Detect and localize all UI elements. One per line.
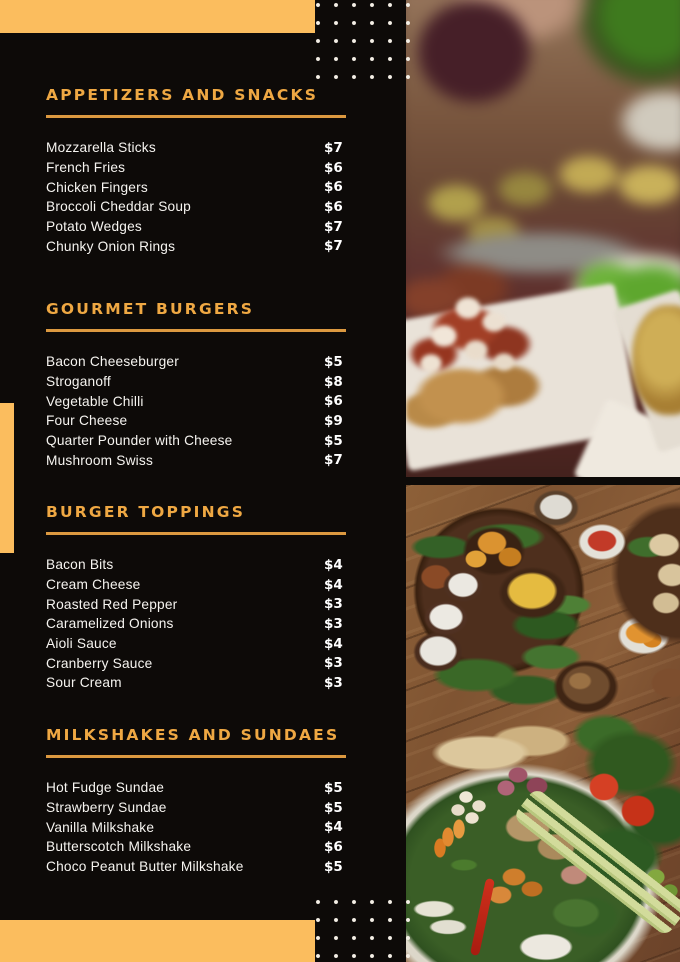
menu-item [46,817,348,837]
item-price: $7 [324,452,343,469]
item-price: $3 [324,596,343,613]
section-title: APPETIZERS AND SNACKS [46,86,319,104]
left-accent-tab [0,403,14,553]
menu-item [46,372,348,392]
menu-item [46,837,348,857]
item-name: Cream Cheese [46,577,141,593]
item-name: Strawberry Sundae [46,800,167,816]
item-name: French Fries [46,160,126,176]
item-name: Sour Cream [46,675,122,691]
item-name: Roasted Red Pepper [46,596,178,612]
menu-item [46,431,348,451]
photo-spice-table [406,485,680,962]
section-title: MILKSHAKES AND SUNDAES [46,726,340,744]
item-price: $6 [324,838,343,855]
menu-item [46,798,348,818]
item-price: $7 [324,238,343,255]
item-price: $7 [324,218,343,235]
item-price: $5 [324,858,343,875]
dot-pattern-bottom [309,893,410,962]
item-name: Choco Peanut Butter Milkshake [46,859,244,875]
item-price: $4 [324,556,343,573]
menu-item [46,778,348,798]
item-price: $5 [324,779,343,796]
item-price: $9 [324,412,343,429]
item-price: $4 [324,576,343,593]
bottom-accent-bar [0,920,315,962]
menu-items [46,352,348,470]
menu-items [46,555,348,693]
menu-item [46,634,348,654]
item-price: $6 [324,393,343,410]
item-name: Vanilla Milkshake [46,819,155,835]
item-name: Vegetable Chilli [46,393,144,409]
section-divider [46,329,346,332]
item-name: Bacon Bits [46,557,114,573]
menu-item [46,450,348,470]
menu-items [46,778,348,876]
item-price: $4 [324,819,343,836]
menu-item [46,575,348,595]
menu-items [46,138,348,256]
section-title: GOURMET BURGERS [46,300,255,318]
item-name: Chicken Fingers [46,179,148,195]
section-appetizers-and-snacks [46,87,348,256]
menu-item [46,411,348,431]
item-price: $3 [324,615,343,632]
photo-grilled-dishes [406,0,680,477]
item-name: Potato Wedges [46,219,142,235]
item-name: Quarter Pounder with Cheese [46,433,233,449]
photo-sauced-chicken [406,278,546,443]
item-name: Chunky Onion Rings [46,238,176,254]
item-price: $6 [324,179,343,196]
item-price: $6 [324,159,343,176]
item-name: Butterscotch Milkshake [46,839,192,855]
item-price: $5 [324,353,343,370]
item-name: Mozzarella Sticks [46,140,156,156]
item-price: $3 [324,655,343,672]
item-name: Four Cheese [46,413,128,429]
item-name: Stroganoff [46,374,111,390]
section-divider [46,755,346,758]
menu-item [46,138,348,158]
section-title: BURGER TOPPINGS [46,503,246,521]
section-burger-toppings [46,504,348,693]
item-name: Broccoli Cheddar Soup [46,199,191,215]
dot-pattern-top [309,0,410,82]
item-price: $3 [324,674,343,691]
menu-item [46,614,348,634]
menu-item [46,391,348,411]
item-price: $5 [324,432,343,449]
item-price: $5 [324,799,343,816]
menu-item [46,352,348,372]
section-milkshakes-and-sundaes [46,727,348,876]
menu-item [46,594,348,614]
item-name: Caramelized Onions [46,616,174,632]
menu-item [46,857,348,877]
item-price: $6 [324,198,343,215]
item-name: Bacon Cheeseburger [46,354,179,370]
item-price: $7 [324,139,343,156]
menu-item [46,555,348,575]
menu-item [46,653,348,673]
menu-item [46,197,348,217]
menu-item [46,177,348,197]
menu-item [46,236,348,256]
item-price: $4 [324,635,343,652]
item-name: Hot Fudge Sundae [46,780,165,796]
section-gourmet-burgers [46,301,348,470]
item-price: $8 [324,373,343,390]
top-accent-bar [0,0,315,33]
menu-item [46,673,348,693]
section-divider [46,115,346,118]
item-name: Aioli Sauce [46,636,117,652]
menu-item [46,217,348,237]
menu-item [46,158,348,178]
section-divider [46,532,346,535]
item-name: Mushroom Swiss [46,452,154,468]
item-name: Cranberry Sauce [46,655,153,671]
